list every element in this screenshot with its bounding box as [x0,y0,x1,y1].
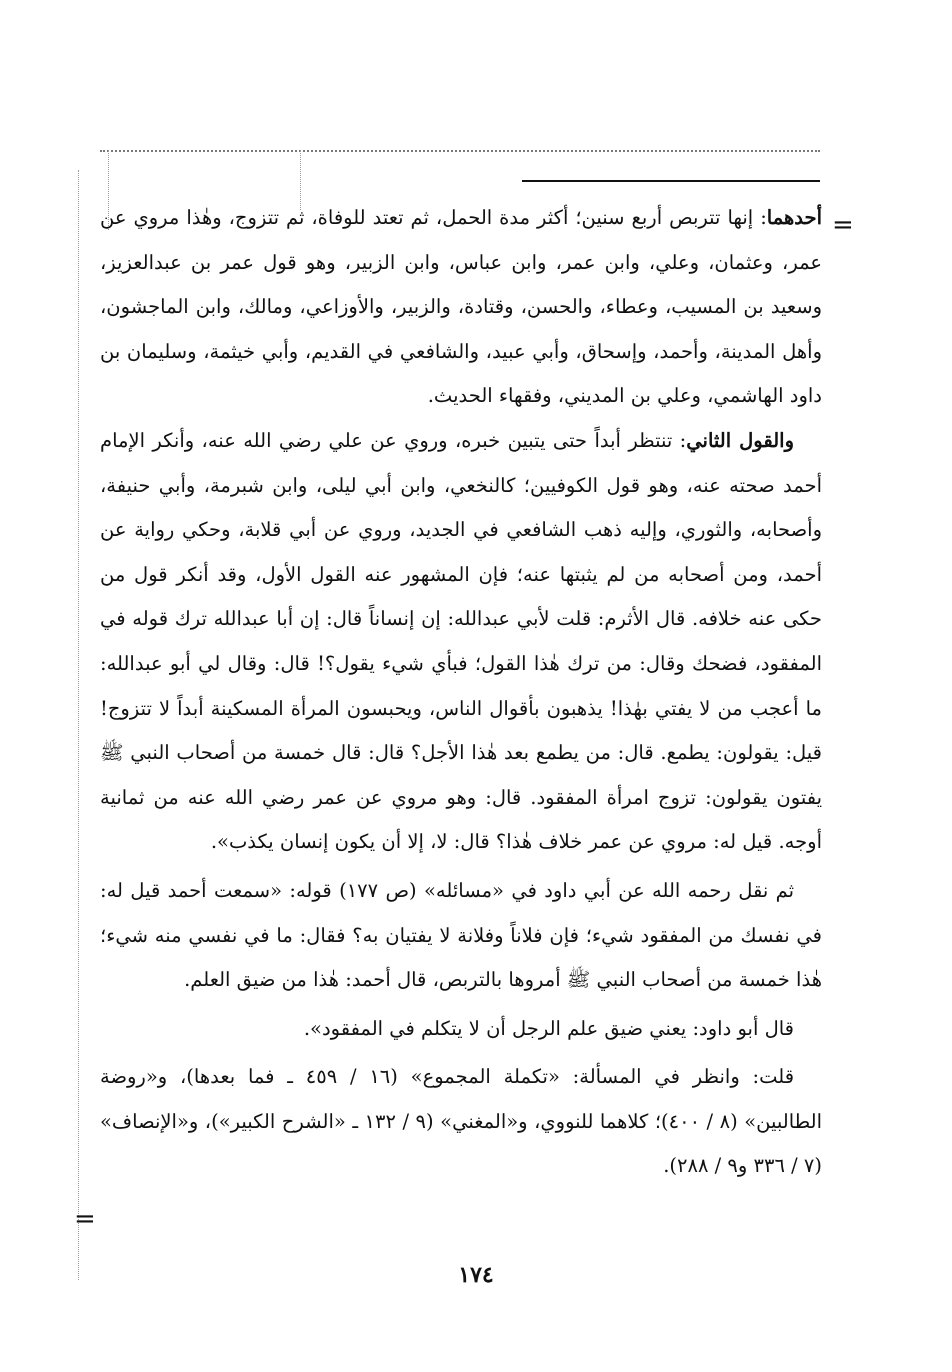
paragraph-text: : إنها تتربص أربع سنين؛ أكثر مدة الحمل، ثم تعتد للوفاة، ثم تتزوج، وهٰذا مروي عن عمر، وعثمان، وعلي، وابن عمر، وابن عباس، وابن الزبير، وهو قول عمر بن عبدالعزيز، وسعيد بن المسيب، وعطاء، والحسن، وقتادة، والزبير، والأوزاعي، ومالك، وابن الماجشون، وأهل المدينة، وأحمد، وإسحاق، وأبي عبيد، والشافعي في القديم، وأبي خيثمة، وسليمان بن داود الهاشمي، وعلي بن المديني، وفقهاء الحديث. [100,206,822,408]
paragraph-second-opinion [100,419,822,865]
paragraph-text: ثم نقل رحمه الله عن أبي داود في «مسائله» (ص ١٧٧) قوله: «سمعت أحمد قيل له: في نفسك من المفقود شيء؛ فإن فلاناً وفلانة لا يفتيان به؟ فقال: ما في نفسي منه شيء؛ هٰذا خمسة من أصحاب النبي ﷺ أمروها بالتربص، قال أحمد: هٰذا من ضيق العلم. [100,878,822,992]
page-number: ١٧٤ [458,1262,494,1288]
paragraph-lead: أحدهما [766,206,822,229]
scan-noise-dots [100,150,820,152]
paragraph-text: قال أبو داود: يعني ضيق علم الرجل أن لا يتكلم في المفقود». [303,1016,794,1040]
paragraph-abu-dawud-quote [100,869,822,1003]
footnote-separator-line [522,180,820,182]
continuation-mark-bottom: = [74,1204,96,1234]
paragraph-text: : تنتظر أبداً حتى يتبين خبره، وروي عن علي رضي الله عنه، وأنكر الإمام أحمد صحته عنه، وهو قول الكوفيين؛ كالنخعي، وابن أبي ليلى، وابن شبرمة، وأبي حنيفة، وأصحابه، والثوري، وإليه ذهب الشافعي في الجديد، وروي عن أبي قلابة، وحكي رواية عن أحمد، ومن أصحابه من لم يثبتها عنه؛ فإن المشهور عنه القول الأول، وقد أنكر قول من حكى عنه خلافه. قال الأثرم: قلت لأبي عبدالله: إن إنساناً قال: إن أبا عبدالله ترك قوله في المفقود، فضحك وقال: من ترك هٰذا القول؛ فبأي شيء يقول؟! قال: وقال لي أبو عبدالله: ما أعجب من لا يفتي بهٰذا! يذهبون بأقوال الناس، ويحبسون المرأة المسكينة أبداً لا تتزوج! قيل: يقولون: يطمع. قال: من يطمع بعد هٰذا الأجل؟ قال: قال خمسة من أصحاب النبي ﷺ يفتون يقولون: تزوج امرأة المفقود. قال: وهو مروي عن عمر رضي الله عنه من ثمانية أوجه. قيل له: مروي عن عمر خلاف هٰذا؟ قال: لا، إلا أن يكون إنسان يكذب». [100,428,822,854]
paragraph-first-opinion [100,196,822,419]
paragraph-abu-dawud-comment [100,1007,822,1052]
footnote-body [100,196,822,1189]
paragraph-text: قلت: وانظر في المسألة: «تكملة المجموع» (١٦ / ٤٥٩ ـ فما بعدها)، و«روضة الطالبين» (٨ / ٤٠٠)؛ كلاهما للنووي، و«المغني» (٩ / ١٣٢ ـ «الشرح الكبير»)، و«الإنصاف» (٧ / ٣٣٦ و٩ / ٢٨٨). [100,1065,823,1178]
paragraph-lead: والقول الثاني [686,428,794,452]
scan-noise-vertical [78,170,79,1280]
paragraph-references [100,1055,822,1189]
continuation-mark-top: = [832,210,854,240]
